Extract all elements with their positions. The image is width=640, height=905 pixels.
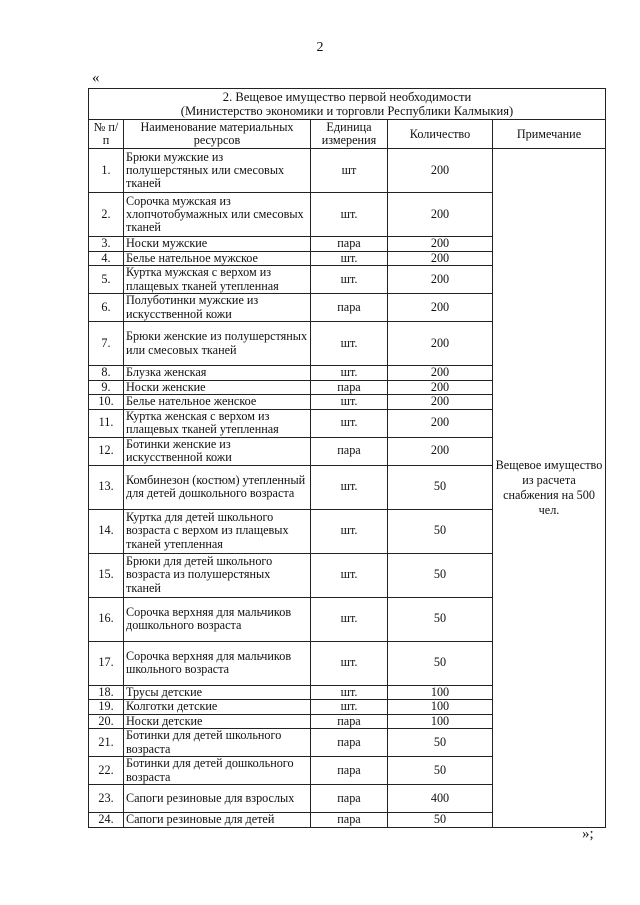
quantity: 50 [388, 641, 493, 685]
resource-name: Брюки для детей школьного возраста из полушерстяных тканей [124, 553, 311, 597]
quantity: 200 [388, 322, 493, 366]
resource-name: Полуботинки мужские из искусственной кожи [124, 294, 311, 322]
resource-name: Колготки детские [124, 700, 311, 715]
unit-of-measure: шт. [311, 251, 388, 266]
row-number: 12. [89, 437, 124, 465]
resource-name: Трусы детские [124, 685, 311, 700]
resource-name: Комбинезон (костюм) утепленный для детей дошкольного возраста [124, 465, 311, 509]
quantity: 200 [388, 409, 493, 437]
row-number: 1. [89, 149, 124, 193]
quantity: 50 [388, 465, 493, 509]
row-number: 4. [89, 251, 124, 266]
row-number: 17. [89, 641, 124, 685]
row-number: 2. [89, 193, 124, 237]
row-number: 15. [89, 553, 124, 597]
quantity: 100 [388, 700, 493, 715]
table-header-row [89, 120, 606, 149]
section-title: 2. Вещевое имущество первой необходимости [222, 90, 472, 104]
quantity: 200 [388, 251, 493, 266]
row-number: 7. [89, 322, 124, 366]
resource-name: Куртка для детей школьного возраста с верхом из плащевых тканей утепленная [124, 509, 311, 553]
header-qty: Количество [388, 120, 493, 149]
resource-name: Ботинки женские из искусственной кожи [124, 437, 311, 465]
unit-of-measure: пара [311, 785, 388, 813]
row-number: 11. [89, 409, 124, 437]
resource-name: Блузка женская [124, 366, 311, 381]
unit-of-measure: шт. [311, 322, 388, 366]
row-number: 24. [89, 813, 124, 828]
table-title [89, 89, 606, 120]
unit-of-measure: шт. [311, 553, 388, 597]
table-title-row [89, 89, 606, 120]
header-unit: Единица измерения [311, 120, 388, 149]
resource-name: Сапоги резиновые для взрослых [124, 785, 311, 813]
resource-name: Белье нательное женское [124, 395, 311, 410]
note-cell: Вещевое имущество из расчета снабжения на 500 чел. [493, 149, 606, 828]
quantity: 200 [388, 366, 493, 381]
unit-of-measure: шт. [311, 700, 388, 715]
unit-of-measure: шт [311, 149, 388, 193]
resource-name: Белье нательное мужское [124, 251, 311, 266]
row-number: 20. [89, 714, 124, 729]
resource-name: Ботинки для детей школьного возраста [124, 729, 311, 757]
unit-of-measure: пара [311, 757, 388, 785]
quantity: 50 [388, 509, 493, 553]
quantity: 50 [388, 553, 493, 597]
resource-name: Носки детские [124, 714, 311, 729]
table-row [89, 149, 606, 193]
quantity: 200 [388, 294, 493, 322]
row-number: 16. [89, 597, 124, 641]
unit-of-measure: пара [311, 294, 388, 322]
unit-of-measure: пара [311, 813, 388, 828]
row-number: 13. [89, 465, 124, 509]
resource-name: Сорочка верхняя для мальчиков дошкольного возраста [124, 597, 311, 641]
unit-of-measure: пара [311, 237, 388, 252]
unit-of-measure: шт. [311, 465, 388, 509]
closing-quote: »; [582, 826, 594, 842]
quantity: 100 [388, 714, 493, 729]
resource-name: Куртка женская с верхом из плащевых тканей утепленная [124, 409, 311, 437]
page-number: 2 [316, 40, 324, 55]
resource-name: Брюки женские из полушерстяных или смесовых тканей [124, 322, 311, 366]
row-number: 14. [89, 509, 124, 553]
unit-of-measure: пара [311, 380, 388, 395]
quantity: 50 [388, 729, 493, 757]
quantity: 400 [388, 785, 493, 813]
row-number: 5. [89, 266, 124, 294]
resource-name: Носки женские [124, 380, 311, 395]
unit-of-measure: пара [311, 437, 388, 465]
resource-name: Сапоги резиновые для детей [124, 813, 311, 828]
unit-of-measure: шт. [311, 509, 388, 553]
unit-of-measure: шт. [311, 266, 388, 294]
header-name: Наименование материальных ресурсов [124, 120, 311, 149]
quantity: 200 [388, 437, 493, 465]
row-number: 9. [89, 380, 124, 395]
resource-name: Брюки мужские из полушерстяных или смесовых тканей [124, 149, 311, 193]
quantity: 200 [388, 266, 493, 294]
unit-of-measure: шт. [311, 409, 388, 437]
unit-of-measure: шт. [311, 597, 388, 641]
quantity: 50 [388, 597, 493, 641]
quantity: 200 [388, 380, 493, 395]
row-number: 3. [89, 237, 124, 252]
resource-name: Сорочка верхняя для мальчиков школьного возраста [124, 641, 311, 685]
resource-name: Ботинки для детей дошкольного возраста [124, 757, 311, 785]
row-number: 19. [89, 700, 124, 715]
quantity: 200 [388, 395, 493, 410]
header-num: № п/п [89, 120, 124, 149]
unit-of-measure: шт. [311, 193, 388, 237]
row-number: 6. [89, 294, 124, 322]
quantity: 100 [388, 685, 493, 700]
quantity: 50 [388, 757, 493, 785]
quantity: 50 [388, 813, 493, 828]
row-number: 8. [89, 366, 124, 381]
quantity: 200 [388, 193, 493, 237]
row-number: 23. [89, 785, 124, 813]
row-number: 21. [89, 729, 124, 757]
section-subtitle: (Министерство экономики и торговли Республики Калмыкия) [180, 104, 514, 118]
resource-name: Куртка мужская с верхом из плащевых тканей утепленная [124, 266, 311, 294]
quantity: 200 [388, 237, 493, 252]
resource-name: Носки мужские [124, 237, 311, 252]
resources-table [88, 88, 606, 828]
opening-quote: « [92, 70, 100, 86]
unit-of-measure: шт. [311, 641, 388, 685]
unit-of-measure: пара [311, 714, 388, 729]
header-note: Примечание [493, 120, 606, 149]
unit-of-measure: шт. [311, 685, 388, 700]
unit-of-measure: пара [311, 729, 388, 757]
resource-name: Сорочка мужская из хлопчотобумажных или смесовых тканей [124, 193, 311, 237]
quantity: 200 [388, 149, 493, 193]
unit-of-measure: шт. [311, 395, 388, 410]
row-number: 18. [89, 685, 124, 700]
unit-of-measure: шт. [311, 366, 388, 381]
row-number: 10. [89, 395, 124, 410]
row-number: 22. [89, 757, 124, 785]
